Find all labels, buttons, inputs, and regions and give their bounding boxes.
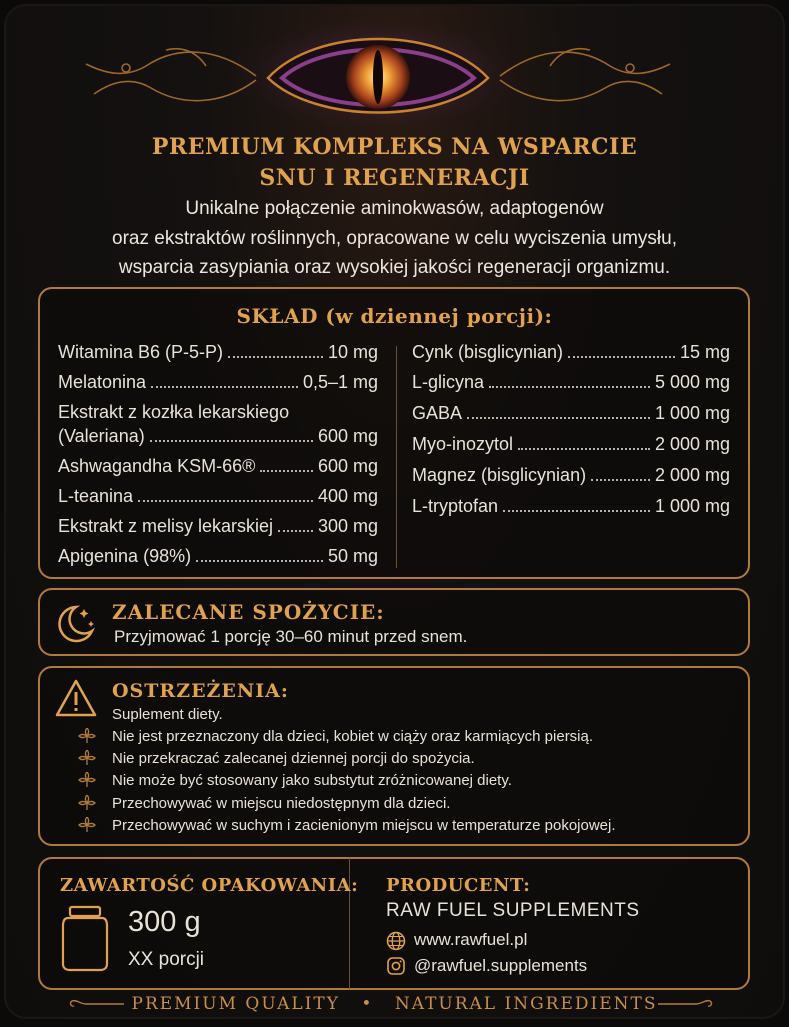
composition-title: SKŁAD (w dziennej porcji):: [236, 304, 553, 328]
producer-label: PRODUCENT:: [386, 875, 531, 896]
warning-line: Przechowywać w suchym i zacienionym miejscu w temperaturze pokojowej.: [112, 817, 616, 834]
intro-line-1: Unikalne połączenie aminokwasów, adaptogenów: [185, 198, 604, 219]
ingredient-row: Cynk (bisglicynian) 15 mg: [412, 342, 730, 362]
warning-line: Przechowywać w miejscu niedostępnym dla dzieci.: [112, 795, 451, 812]
leaf-icon: [78, 795, 96, 811]
leaf-icon: [78, 750, 96, 766]
producer-instagram[interactable]: @rawfuel.supplements: [414, 956, 588, 975]
product-label: [4, 4, 785, 1019]
warning-line: Suplement diety.: [112, 706, 223, 723]
producer-name: RAW FUEL SUPPLEMENTS: [386, 900, 640, 921]
warning-triangle-icon: [54, 678, 98, 718]
producer-website[interactable]: www.rawfuel.pl: [414, 930, 528, 949]
footer-separator: •: [361, 994, 374, 1014]
leaf-icon: [78, 772, 96, 788]
ingredient-row: Magnez (bisglicynian) 2 000 mg: [412, 465, 730, 485]
ingredient-row: Ashwagandha KSM-66® 600 mg: [58, 456, 378, 476]
intro-line-2: oraz ekstraktów roślinnych, opracowane w celu wyciszenia umysłu,: [112, 228, 677, 249]
ingredient-row: L-teanina 400 mg: [58, 486, 378, 506]
ingredient-row: Ekstrakt z kozłka lekarskiego (Valeriana) 600 mg: [58, 402, 378, 446]
warnings-title: OSTRZEŻENIA:: [112, 680, 289, 702]
ingredient-row: Apigenina (98%) 50 mg: [58, 546, 378, 566]
ingredient-row: Witamina B6 (P-5-P) 10 mg: [58, 342, 378, 362]
package-weight: 300 g: [128, 906, 201, 938]
warning-line: Nie jest przeznaczony dla dzieci, kobiet w ciąży oraz karmiących piersią.: [112, 728, 594, 745]
footer-right-text: NATURAL INGREDIENTS: [394, 994, 658, 1014]
dosage-text: Przyjmować 1 porcję 30–60 minut przed snem.: [114, 627, 468, 646]
ingredient-row: Melatonina 0,5–1 mg: [58, 372, 378, 392]
ingredient-row: L-glicyna 5 000 mg: [412, 372, 730, 392]
globe-icon: [386, 931, 406, 951]
leaf-icon: [78, 728, 96, 744]
flourish-right-icon: [656, 996, 716, 1012]
ingredient-row: L-tryptofan 1 000 mg: [412, 496, 730, 516]
warning-line: Nie przekraczać zalecanej dziennej porcji do spożycia.: [112, 750, 475, 767]
jar-icon: [60, 904, 110, 972]
ingredient-row: Ekstrakt z melisy lekarskiej 300 mg: [58, 516, 378, 536]
moon-stars-icon: [54, 599, 100, 645]
column-divider: [396, 346, 397, 568]
title-line-2: SNU I REGENERACJI: [259, 165, 530, 191]
package-portions: XX porcji: [128, 949, 205, 970]
dosage-title: ZALECANE SPOŻYCIE:: [112, 600, 385, 624]
footer-left-text: PREMIUM QUALITY: [131, 994, 340, 1014]
package-label: ZAWARTOŚĆ OPAKOWANIA:: [60, 875, 359, 896]
ingredient-row: GABA 1 000 mg: [412, 403, 730, 423]
eye-ornament-icon: [6, 6, 783, 136]
title-line-1: PREMIUM KOMPLEKS NA WSPARCIE: [151, 134, 638, 160]
ingredient-row: Myo-inozytol 2 000 mg: [412, 434, 730, 454]
warning-line: Nie może być stosowany jako substytut zróżnicowanej diety.: [112, 772, 512, 789]
instagram-icon: [386, 956, 406, 976]
intro-line-3: wsparcia zasypiania oraz wysokiej jakości regeneracji organizmu.: [118, 257, 671, 278]
leaf-icon: [78, 817, 96, 833]
